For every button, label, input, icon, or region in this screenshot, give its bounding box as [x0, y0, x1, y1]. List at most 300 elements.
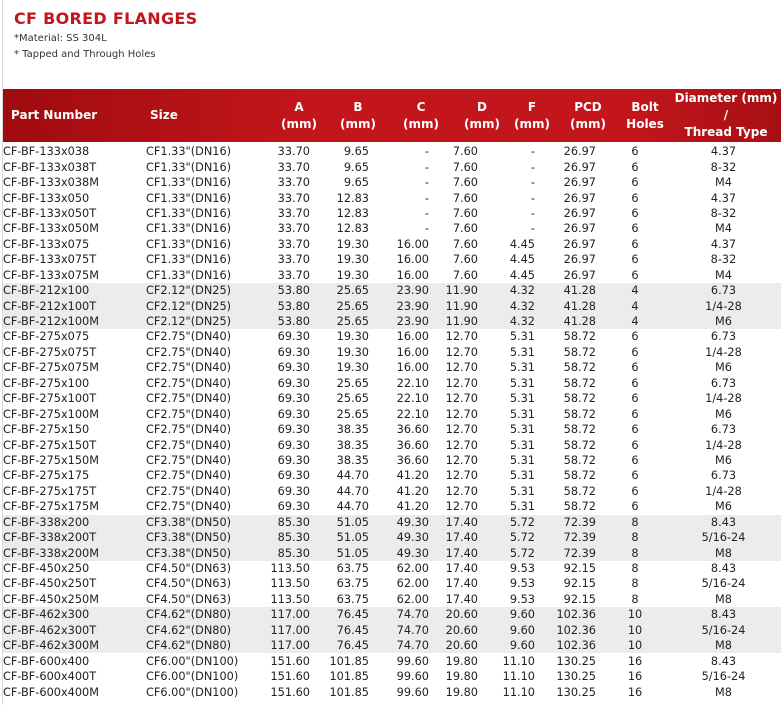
- cell-c: 36.60: [396, 438, 429, 452]
- cell-diameter-thread: 5/16-24: [666, 623, 781, 638]
- cell-part-number: CF-BF-600x400: [3, 654, 90, 668]
- cell-d: 12.70: [445, 330, 478, 344]
- cell-f: 11.10: [502, 654, 535, 668]
- cell-d: 17.40: [437, 545, 492, 560]
- cell-bolt-holes: 6: [631, 438, 639, 452]
- cell-f: -: [530, 191, 535, 205]
- material-note: *Material: SS 304L: [14, 33, 107, 44]
- cell-diameter-thread: 6.73: [710, 376, 737, 390]
- cell-f: 5.31: [509, 500, 535, 514]
- cell-bolt-holes: 8: [604, 530, 666, 545]
- table-row: [3, 345, 781, 360]
- cell-b: 12.83: [336, 206, 369, 220]
- header-diameter-thread: Diameter (mm) / Thread Type: [674, 91, 778, 139]
- cell-b: 19.30: [336, 237, 369, 251]
- cell-d: 7.60: [452, 160, 478, 174]
- cell-part-number: CF-BF-600x400M: [3, 685, 99, 699]
- cell-c: 23.90: [376, 298, 437, 313]
- cell-pcd: 58.72: [563, 453, 596, 467]
- cell-b: 25.65: [318, 298, 376, 313]
- cell-a: 69.30: [277, 330, 310, 344]
- cell-size: CF2.75"(DN40): [146, 438, 232, 452]
- table-row: [3, 453, 781, 468]
- holes-note: * Tapped and Through Holes: [14, 49, 156, 60]
- cell-f: 9.53: [509, 577, 535, 591]
- cell-pcd: 130.25: [556, 685, 596, 699]
- cell-bolt-holes: 6: [631, 453, 639, 467]
- cell-diameter-thread: 5/16-24: [701, 577, 746, 591]
- table-row: [3, 221, 781, 236]
- cell-part-number: CF-BF-275x075: [3, 330, 90, 344]
- cell-b: 63.75: [336, 592, 369, 606]
- cell-d: 7.60: [452, 206, 478, 220]
- cell-part-number: CF-BF-133x075M: [3, 268, 99, 282]
- cell-f: 9.53: [509, 592, 535, 606]
- table-row: [3, 669, 781, 684]
- cell-f: 4.45: [509, 253, 535, 267]
- cell-d: 17.40: [445, 562, 478, 576]
- cell-f: 5.31: [509, 407, 535, 421]
- cell-d: 12.70: [445, 345, 478, 359]
- cell-a: 151.60: [270, 654, 310, 668]
- cell-part-number: CF-BF-450x250: [3, 562, 90, 576]
- cell-size: CF6.00"(DN100): [146, 654, 239, 668]
- cell-diameter-thread: M6: [715, 500, 732, 514]
- cell-a: 33.70: [277, 160, 310, 174]
- cell-f: -: [530, 160, 535, 174]
- cell-part-number: CF-BF-133x050M: [3, 222, 99, 236]
- cell-b: 25.65: [336, 392, 369, 406]
- cell-bolt-holes: 4: [604, 283, 666, 298]
- cell-f: 5.31: [509, 361, 535, 375]
- cell-bolt-holes: 8: [631, 562, 639, 576]
- cell-diameter-thread: M6: [715, 407, 732, 421]
- cell-d: 11.90: [437, 283, 492, 298]
- cell-size: CF1.33"(DN16): [146, 222, 232, 236]
- cell-part-number: CF-BF-133x038T: [3, 160, 97, 174]
- table-row: [3, 144, 781, 159]
- cell-f: 11.10: [502, 685, 535, 699]
- cell-b: 19.30: [336, 330, 369, 344]
- cell-c: 22.10: [396, 407, 429, 421]
- cell-c: 74.70: [376, 623, 437, 638]
- cell-bolt-holes: 6: [631, 176, 639, 190]
- cell-bolt-holes: 4: [604, 298, 666, 313]
- cell-diameter-thread: 5/16-24: [666, 530, 781, 545]
- cell-b: 9.65: [343, 176, 369, 190]
- cell-b: 19.30: [336, 253, 369, 267]
- cell-c: 99.60: [396, 685, 429, 699]
- cell-diameter-thread: 8-32: [710, 206, 737, 220]
- cell-size: CF2.75"(DN40): [146, 361, 232, 375]
- cell-c: -: [424, 222, 429, 236]
- cell-c: 16.00: [396, 361, 429, 375]
- cell-c: -: [424, 176, 429, 190]
- table-row: [3, 592, 781, 607]
- cell-diameter-thread: 6.73: [710, 423, 737, 437]
- cell-diameter-thread: 8-32: [710, 253, 737, 267]
- table-row: [3, 638, 781, 653]
- cell-a: 53.80: [263, 314, 318, 329]
- cell-d: 7.60: [452, 222, 478, 236]
- table-row: [3, 468, 781, 483]
- cell-size: CF6.00"(DN100): [146, 670, 239, 684]
- cell-b: 12.83: [336, 191, 369, 205]
- cell-c: -: [424, 145, 429, 159]
- cell-d: 7.60: [452, 191, 478, 205]
- cell-bolt-holes: 6: [631, 268, 639, 282]
- cell-pcd: 102.36: [547, 638, 604, 653]
- cell-diameter-thread: 1/4-28: [705, 484, 742, 498]
- table-row: [3, 283, 781, 298]
- table-row: [3, 298, 781, 313]
- header-d: D (mm): [464, 99, 500, 131]
- cell-bolt-holes: 16: [627, 685, 643, 699]
- cell-diameter-thread: 5/16-24: [701, 670, 746, 684]
- cell-a: 33.70: [277, 253, 310, 267]
- cell-d: 12.70: [445, 392, 478, 406]
- cell-size: CF2.12"(DN25): [146, 283, 263, 298]
- cell-f: 4.32: [492, 298, 547, 313]
- cell-pcd: 72.39: [547, 530, 604, 545]
- table-row: [3, 623, 781, 638]
- cell-bolt-holes: 8: [631, 577, 639, 591]
- cell-bolt-holes: 16: [627, 670, 643, 684]
- cell-a: 85.30: [263, 515, 318, 530]
- cell-part-number: CF-BF-133x050: [3, 191, 90, 205]
- cell-size: CF2.75"(DN40): [146, 407, 232, 421]
- cell-f: 4.32: [492, 314, 547, 329]
- cell-pcd: 26.97: [563, 176, 596, 190]
- cell-d: 7.60: [452, 253, 478, 267]
- cell-f: 5.31: [509, 330, 535, 344]
- header-bolt-holes: Bolt Holes: [626, 99, 664, 131]
- cell-size: CF2.75"(DN40): [146, 423, 232, 437]
- cell-f: 4.32: [492, 283, 547, 298]
- cell-bolt-holes: 6: [631, 469, 639, 483]
- cell-size: CF4.50"(DN63): [146, 577, 232, 591]
- cell-bolt-holes: 6: [631, 484, 639, 498]
- cell-f: 5.31: [509, 438, 535, 452]
- cell-bolt-holes: 6: [631, 423, 639, 437]
- cell-pcd: 41.28: [547, 314, 604, 329]
- table-row: [3, 252, 781, 267]
- cell-pcd: 92.15: [563, 577, 596, 591]
- cell-diameter-thread: 4.37: [710, 237, 737, 251]
- cell-a: 85.30: [263, 530, 318, 545]
- table-body: [3, 144, 781, 700]
- cell-diameter-thread: M8: [666, 638, 781, 653]
- cell-size: CF1.33"(DN16): [146, 237, 232, 251]
- cell-c: 62.00: [396, 577, 429, 591]
- cell-pcd: 26.97: [563, 206, 596, 220]
- cell-d: 12.70: [445, 376, 478, 390]
- cell-f: 9.60: [492, 623, 547, 638]
- cell-f: 4.45: [509, 237, 535, 251]
- cell-size: CF3.38"(DN50): [146, 530, 263, 545]
- cell-part-number: CF-BF-275x150: [3, 423, 90, 437]
- cell-f: 5.72: [492, 530, 547, 545]
- cell-size: CF4.62"(DN80): [146, 638, 263, 653]
- cell-d: 11.90: [437, 314, 492, 329]
- cell-part-number: CF-BF-133x050T: [3, 206, 97, 220]
- cell-a: 113.50: [270, 562, 310, 576]
- cell-size: CF4.50"(DN63): [146, 592, 232, 606]
- cell-bolt-holes: 6: [631, 500, 639, 514]
- cell-diameter-thread: M4: [715, 268, 732, 282]
- cell-pcd: 26.97: [563, 268, 596, 282]
- cell-diameter-thread: M8: [715, 592, 732, 606]
- cell-bolt-holes: 6: [631, 206, 639, 220]
- cell-size: CF1.33"(DN16): [146, 160, 232, 174]
- cell-pcd: 26.97: [563, 253, 596, 267]
- cell-pcd: 26.97: [563, 237, 596, 251]
- page-title: CF BORED FLANGES: [14, 9, 198, 28]
- header-size: Size: [150, 108, 178, 122]
- cell-pcd: 41.28: [547, 283, 604, 298]
- cell-d: 20.60: [437, 623, 492, 638]
- cell-part-number: CF-BF-450x250M: [3, 592, 99, 606]
- cell-pcd: 26.97: [563, 160, 596, 174]
- cell-d: 12.70: [445, 438, 478, 452]
- cell-size: CF4.62"(DN80): [146, 623, 263, 638]
- cell-part-number: CF-BF-338x200M: [3, 545, 146, 560]
- table-row: [3, 437, 781, 452]
- cell-a: 33.70: [277, 268, 310, 282]
- cell-a: 113.50: [270, 592, 310, 606]
- table-row: [3, 607, 781, 622]
- cell-pcd: 102.36: [547, 607, 604, 622]
- cell-bolt-holes: 6: [631, 191, 639, 205]
- cell-pcd: 130.25: [556, 670, 596, 684]
- cell-part-number: CF-BF-275x175M: [3, 500, 99, 514]
- cell-pcd: 41.28: [547, 298, 604, 313]
- header-part-number: Part Number: [11, 108, 98, 122]
- cell-d: 17.40: [437, 530, 492, 545]
- cell-d: 12.70: [445, 423, 478, 437]
- cell-b: 76.45: [318, 638, 376, 653]
- cell-a: 33.70: [277, 206, 310, 220]
- cell-diameter-thread: M4: [715, 176, 732, 190]
- cell-diameter-thread: 1/4-28: [705, 438, 742, 452]
- cell-diameter-thread: 8-32: [710, 160, 737, 174]
- cell-c: 99.60: [396, 670, 429, 684]
- table-header: [3, 89, 781, 142]
- cell-a: 53.80: [263, 298, 318, 313]
- cell-part-number: CF-BF-275x175T: [3, 484, 97, 498]
- cell-part-number: CF-BF-275x075T: [3, 345, 97, 359]
- table-row: [3, 391, 781, 406]
- cell-diameter-thread: M6: [666, 314, 781, 329]
- table-row: [3, 314, 781, 329]
- cell-d: 19.80: [445, 685, 478, 699]
- cell-d: 11.90: [437, 298, 492, 313]
- cell-d: 12.70: [445, 453, 478, 467]
- cell-diameter-thread: 8.43: [710, 654, 737, 668]
- cell-d: 17.40: [445, 577, 478, 591]
- header-f: F (mm): [514, 99, 550, 131]
- table-row: [3, 237, 781, 252]
- cell-c: 62.00: [396, 592, 429, 606]
- header-c: C (mm): [403, 99, 439, 131]
- cell-b: 101.85: [329, 654, 369, 668]
- cell-diameter-thread: M8: [666, 545, 781, 560]
- cell-f: 5.31: [509, 376, 535, 390]
- cell-b: 38.35: [336, 453, 369, 467]
- cell-c: 36.60: [396, 453, 429, 467]
- cell-a: 151.60: [270, 670, 310, 684]
- cell-c: 41.20: [396, 484, 429, 498]
- cell-pcd: 58.72: [563, 469, 596, 483]
- cell-f: 5.72: [492, 545, 547, 560]
- header-b: B (mm): [340, 99, 376, 131]
- cell-f: 5.31: [509, 453, 535, 467]
- cell-diameter-thread: 6.73: [710, 469, 737, 483]
- cell-f: 9.60: [492, 638, 547, 653]
- cell-diameter-thread: M4: [715, 222, 732, 236]
- cell-diameter-thread: 4.37: [710, 145, 737, 159]
- cell-part-number: CF-BF-275x075M: [3, 361, 99, 375]
- cell-f: -: [530, 222, 535, 236]
- cell-bolt-holes: 6: [631, 361, 639, 375]
- cell-size: CF1.33"(DN16): [146, 253, 232, 267]
- table-row: [3, 576, 781, 591]
- cell-pcd: 92.15: [563, 562, 596, 576]
- table-row: [3, 175, 781, 190]
- cell-b: 19.30: [336, 361, 369, 375]
- cell-bolt-holes: 8: [604, 515, 666, 530]
- cell-a: 33.70: [277, 222, 310, 236]
- cell-a: 33.70: [277, 145, 310, 159]
- cell-c: 16.00: [396, 253, 429, 267]
- cell-diameter-thread: 1/4-28: [705, 345, 742, 359]
- cell-f: 5.72: [492, 515, 547, 530]
- cell-diameter-thread: 8.43: [666, 607, 781, 622]
- cell-bolt-holes: 6: [631, 145, 639, 159]
- flange-table: [3, 144, 781, 700]
- cell-a: 69.30: [277, 407, 310, 421]
- cell-diameter-thread: M6: [715, 361, 732, 375]
- cell-f: -: [530, 176, 535, 190]
- cell-b: 51.05: [318, 515, 376, 530]
- table-row: [3, 360, 781, 375]
- cell-size: CF2.75"(DN40): [146, 484, 232, 498]
- cell-bolt-holes: 8: [631, 592, 639, 606]
- cell-d: 19.80: [445, 654, 478, 668]
- cell-pcd: 58.72: [563, 376, 596, 390]
- cell-size: CF2.12"(DN25): [146, 298, 263, 313]
- cell-part-number: CF-BF-212x100: [3, 283, 146, 298]
- cell-part-number: CF-BF-462x300M: [3, 638, 146, 653]
- cell-size: CF3.38"(DN50): [146, 515, 263, 530]
- cell-part-number: CF-BF-212x100M: [3, 314, 146, 329]
- cell-part-number: CF-BF-212x100T: [3, 298, 146, 313]
- cell-size: CF1.33"(DN16): [146, 191, 232, 205]
- cell-pcd: 58.72: [563, 330, 596, 344]
- header-a: A (mm): [281, 99, 317, 131]
- cell-pcd: 92.15: [563, 592, 596, 606]
- cell-c: -: [424, 191, 429, 205]
- cell-f: 5.31: [509, 484, 535, 498]
- cell-b: 76.45: [318, 607, 376, 622]
- cell-b: 9.65: [343, 160, 369, 174]
- table-row: [3, 190, 781, 205]
- cell-c: 16.00: [396, 345, 429, 359]
- cell-b: 101.85: [329, 670, 369, 684]
- cell-c: 36.60: [396, 423, 429, 437]
- table-row: [3, 329, 781, 344]
- cell-c: 22.10: [396, 376, 429, 390]
- cell-c: 23.90: [376, 314, 437, 329]
- cell-a: 33.70: [277, 176, 310, 190]
- cell-pcd: 72.39: [547, 545, 604, 560]
- table-row: [3, 268, 781, 283]
- cell-bolt-holes: 10: [604, 607, 666, 622]
- cell-b: 19.30: [336, 268, 369, 282]
- cell-a: 117.00: [263, 623, 318, 638]
- cell-size: CF2.75"(DN40): [146, 500, 232, 514]
- cell-size: CF2.75"(DN40): [146, 330, 232, 344]
- cell-a: 85.30: [263, 545, 318, 560]
- cell-size: CF1.33"(DN16): [146, 176, 232, 190]
- cell-b: 38.35: [336, 438, 369, 452]
- cell-a: 69.30: [277, 345, 310, 359]
- cell-b: 38.35: [336, 423, 369, 437]
- cell-bolt-holes: 6: [631, 330, 639, 344]
- table-row: [3, 561, 781, 576]
- cell-a: 69.30: [277, 469, 310, 483]
- cell-d: 19.80: [445, 670, 478, 684]
- cell-part-number: CF-BF-275x175: [3, 469, 90, 483]
- cell-a: 69.30: [277, 423, 310, 437]
- cell-a: 151.60: [270, 685, 310, 699]
- cell-c: 99.60: [396, 654, 429, 668]
- cell-part-number: CF-BF-133x075T: [3, 253, 97, 267]
- cell-bolt-holes: 10: [604, 638, 666, 653]
- cell-f: 11.10: [502, 670, 535, 684]
- cell-b: 44.70: [336, 469, 369, 483]
- table-row: [3, 684, 781, 699]
- cell-c: 74.70: [376, 607, 437, 622]
- table-row: [3, 376, 781, 391]
- cell-b: 51.05: [318, 545, 376, 560]
- cell-pcd: 58.72: [563, 484, 596, 498]
- cell-part-number: CF-BF-338x200: [3, 515, 146, 530]
- cell-a: 117.00: [263, 638, 318, 653]
- cell-d: 12.70: [445, 500, 478, 514]
- cell-size: CF2.75"(DN40): [146, 376, 232, 390]
- cell-pcd: 130.25: [556, 654, 596, 668]
- cell-bolt-holes: 6: [631, 253, 639, 267]
- cell-size: CF2.75"(DN40): [146, 392, 232, 406]
- cell-c: 74.70: [376, 638, 437, 653]
- cell-bolt-holes: 6: [631, 392, 639, 406]
- table-row: [3, 545, 781, 560]
- table-row: [3, 499, 781, 514]
- cell-a: 69.30: [277, 484, 310, 498]
- cell-size: CF2.12"(DN25): [146, 314, 263, 329]
- cell-c: 41.20: [396, 469, 429, 483]
- cell-a: 69.30: [277, 438, 310, 452]
- cell-size: CF6.00"(DN100): [146, 685, 239, 699]
- cell-bolt-holes: 16: [627, 654, 643, 668]
- cell-pcd: 58.72: [563, 423, 596, 437]
- table-row: [3, 530, 781, 545]
- cell-diameter-thread: 8.43: [710, 562, 737, 576]
- cell-a: 69.30: [277, 376, 310, 390]
- cell-pcd: 58.72: [563, 500, 596, 514]
- cell-part-number: CF-BF-462x300T: [3, 623, 146, 638]
